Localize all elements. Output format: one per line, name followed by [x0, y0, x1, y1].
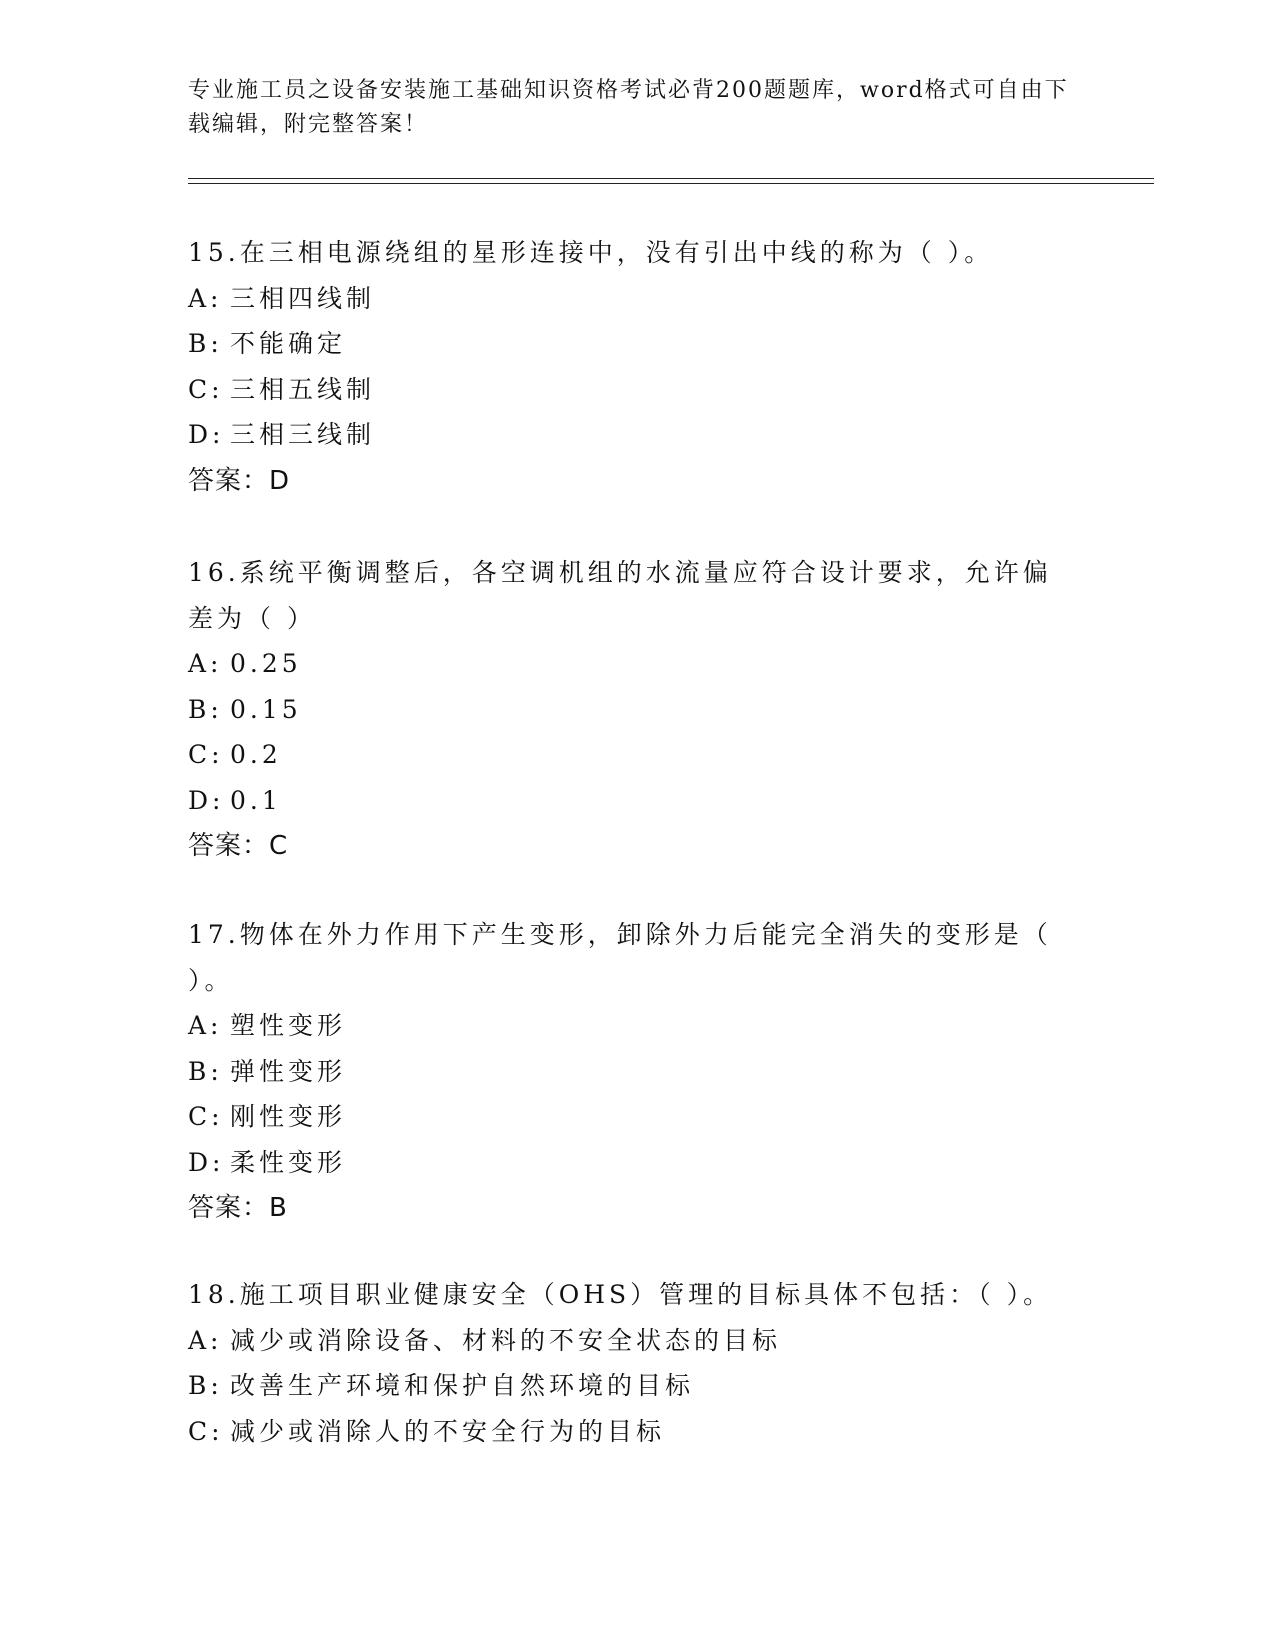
question-stem: 17.物体在外力作用下产生变形，卸除外力后能完全消失的变形是（ ）。: [188, 920, 1052, 995]
option-text: 减少或消除人的不安全行为的目标: [230, 1416, 666, 1446]
option-a: [188, 1318, 1088, 1364]
option-text: 减少或消除设备、材料的不安全状态的目标: [230, 1325, 782, 1355]
question-stem: 16.系统平衡调整后，各空调机组的水流量应符合设计要求，允许偏差为（ ）: [188, 558, 1052, 633]
option-letter: A:: [188, 1325, 223, 1355]
option-text: 0.15: [230, 694, 302, 724]
option-b: [188, 1363, 1088, 1409]
option-text: 0.1: [230, 785, 282, 815]
answer-line: 答案：D: [188, 465, 291, 496]
option-text: 三相三线制: [230, 420, 376, 449]
option-b: [188, 1049, 1088, 1095]
option-text: 塑性变形: [230, 1011, 347, 1040]
option-letter: A:: [188, 649, 223, 678]
option-text: 刚性变形: [230, 1102, 347, 1131]
document-header: 专业施工员之设备安装施工基础知识资格考试必背200题题库，word格式可自由下载编辑，附完整答案！: [188, 78, 1069, 137]
option-letter: B:: [188, 1056, 223, 1086]
option-b: [188, 321, 1088, 367]
option-letter: C:: [188, 1416, 224, 1446]
header-rule-bottom: [188, 183, 1154, 184]
option-c: [188, 732, 1088, 778]
option-letter: B:: [188, 1371, 223, 1400]
option-d: [188, 778, 1088, 824]
option-c: [188, 1094, 1088, 1140]
option-a: [188, 276, 1088, 322]
question-17: [188, 912, 1088, 1231]
answer-line: 答案：B: [188, 1193, 288, 1223]
header-rule-top: [188, 178, 1154, 179]
option-letter: B:: [188, 694, 223, 724]
option-d: [188, 1140, 1088, 1186]
option-b: [188, 687, 1088, 733]
option-letter: B:: [188, 329, 223, 358]
option-text: 柔性变形: [230, 1147, 347, 1177]
option-letter: A:: [188, 283, 223, 313]
question-16: [188, 550, 1088, 869]
option-a: [188, 641, 1088, 687]
option-letter: A:: [188, 1011, 223, 1040]
option-text: 0.25: [230, 649, 302, 678]
option-text: 弹性变形: [230, 1056, 347, 1086]
option-text: 不能确定: [230, 329, 347, 358]
question-15: [188, 230, 1088, 504]
option-letter: D:: [188, 420, 225, 449]
option-letter: D:: [188, 785, 225, 815]
question-stem: 18.施工项目职业健康安全（OHS）管理的目标具体不包括：（ ）。: [188, 1280, 1053, 1309]
option-d: [188, 412, 1088, 458]
option-letter: C:: [188, 374, 224, 404]
option-letter: D:: [188, 1147, 225, 1177]
option-text: 三相四线制: [230, 283, 376, 313]
option-letter: C:: [188, 740, 224, 769]
option-text: 0.2: [230, 740, 282, 769]
option-a: [188, 1003, 1088, 1049]
answer-line: 答案：C: [188, 831, 289, 861]
question-stem: 15.在三相电源绕组的星形连接中，没有引出中线的称为（ ）。: [188, 238, 994, 267]
question-18: [188, 1272, 1088, 1454]
option-c: [188, 367, 1088, 413]
option-text: 改善生产环境和保护自然环境的目标: [230, 1371, 695, 1400]
option-letter: C:: [188, 1102, 224, 1131]
option-c: [188, 1409, 1088, 1455]
option-text: 三相五线制: [230, 374, 376, 404]
